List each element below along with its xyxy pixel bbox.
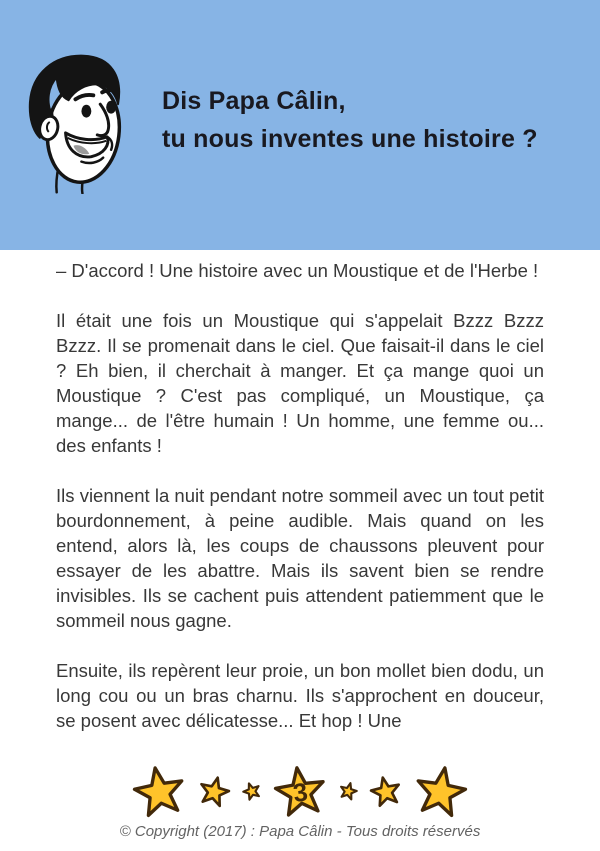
- page-number-star: [268, 758, 331, 821]
- papa-calin-face-icon: [24, 54, 123, 194]
- story-paragraph: Ensuite, ils repèrent leur proie, un bon mollet bien dodu, un long cou ou un bras charnu. Ils s'approchent en douceur, se posent avec délicatesse... Et hop ! Une: [56, 660, 544, 731]
- star-icon: [409, 758, 474, 823]
- star-icon: [337, 778, 360, 801]
- story-paragraph: – D'accord ! Une histoire avec un Moustique et de l'Herbe !: [56, 260, 539, 281]
- title-line-1: Dis Papa Câlin,: [162, 87, 346, 115]
- page-header: [0, 0, 600, 250]
- story-paragraph: Ils viennent la nuit pendant notre sommeil avec un tout petit bourdonnement, à peine audible. Mais quand on les entend, alors là, les coups de chaussons pleuvent pour essayer de les abattre. Mais ils savent bien se rendre invisibles. Ils se cachent puis attendent patiemment que le sommeil nous gagne.: [56, 485, 544, 631]
- story-paragraph: Il était une fois un Moustique qui s'appelait Bzzz Bzzz Bzzz. Il se promenait dans le ciel. Que faisait-il dans le ciel ? Eh bien, il cherchait à manger. Et ça mange quoi un Moustique ? C'est pas compliqué, un Moustique, ça mange... de l'être humain ! Un homme, une femme ou... des enfants !: [56, 310, 544, 456]
- star-icon: [194, 770, 234, 810]
- star-icon: [127, 758, 192, 823]
- page-title: [162, 82, 538, 158]
- page-footer: [0, 760, 600, 840]
- star-icon: [366, 770, 405, 809]
- story-text: [0, 250, 600, 758]
- copyright-notice: © Copyright (2017) : Papa Câlin - Tous droits réservés: [119, 823, 481, 840]
- star-icon: [239, 778, 263, 802]
- title-line-2: tu nous inventes une histoire ?: [162, 125, 538, 153]
- page-number: 3: [291, 778, 310, 809]
- star-divider: [0, 760, 600, 820]
